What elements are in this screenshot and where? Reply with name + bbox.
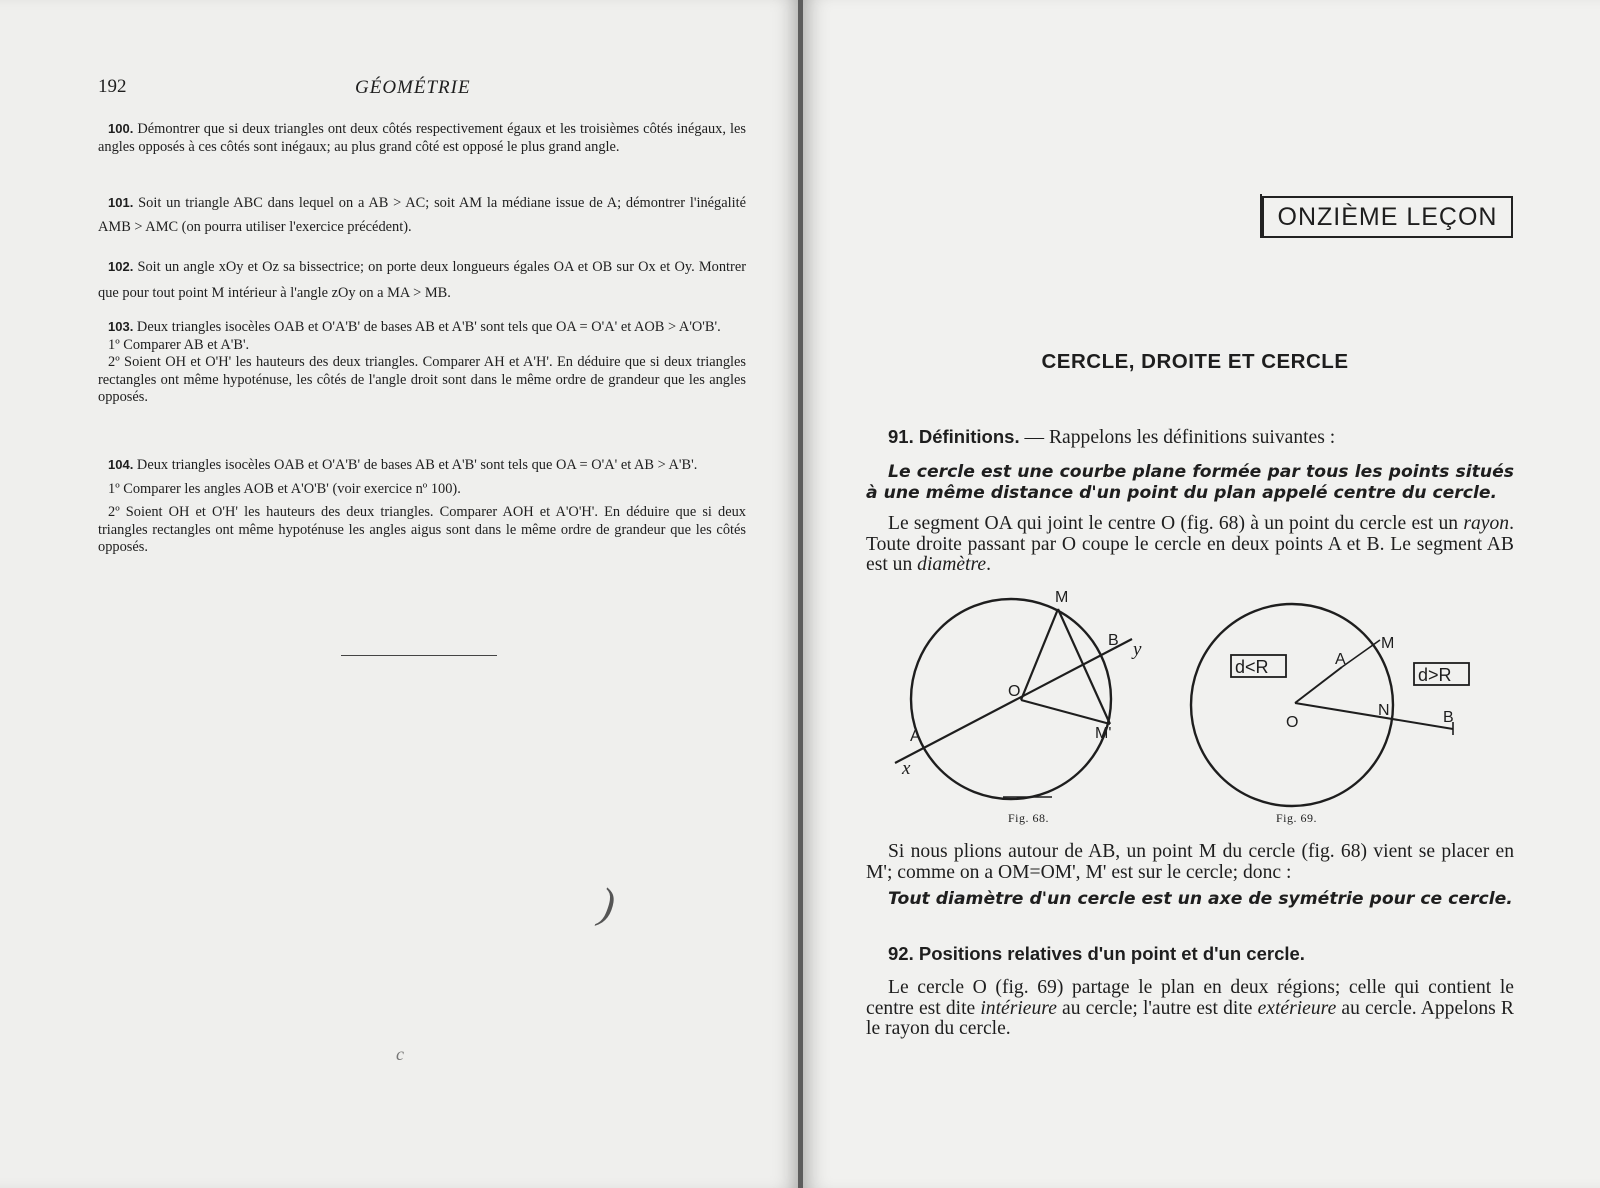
running-head: GÉOMÉTRIE (355, 77, 471, 98)
term-interieure: intérieure (980, 997, 1057, 1019)
fig68-label-o: O (1008, 683, 1021, 700)
exercise-number: 101. (108, 195, 134, 210)
exercise-text: Soit un angle xOy et Oz sa bissectrice; on porte deux longueurs égales OA et OB sur Ox et Oy. Montrer que pour tout point M intérieur à l'angle zOy on a MA > MB. (98, 259, 747, 301)
lesson-label-box (1262, 196, 1513, 238)
term-rayon: rayon (1463, 513, 1510, 534)
exercise-101 (98, 191, 746, 239)
pen-mark: ) (596, 878, 618, 929)
fig68-segment-mm-prime (1058, 609, 1110, 724)
text-run: au cercle; l'autre est dite (1056, 997, 1258, 1019)
page-number: 192 (98, 76, 127, 97)
exercise-number: 100. (108, 121, 134, 136)
exercise-102 (98, 254, 746, 306)
fig69-label-o: O (1286, 714, 1299, 731)
symmetry-text: Tout diamètre d'un cercle est un axe de symétrie pour ce cercle. (888, 889, 1513, 909)
term-diametre: diamètre (917, 554, 987, 575)
exercise-text: Soit un triangle ABC dans lequel on a AB > AC; soit AM la médiane issue de A; démontrer l'inégalité AMB > AMC (on pourra utiliser l'exercice précédent). (98, 195, 746, 235)
heading-label: 91. Définitions. (888, 426, 1020, 447)
section-92-paragraph (866, 978, 1514, 1040)
pen-mark: c (396, 1044, 404, 1064)
fig69-label-b: B (1443, 709, 1454, 726)
fig69-circle (1191, 604, 1393, 806)
exercise-text: Démontrer que si deux triangles ont deux côtés respectivement égaux et les troisièmes côtés inégaux, les angles opposés à ces côtés sont inégaux; au plus grand côté est opposé le plus grand angle. (98, 121, 746, 155)
exercise-item: 2º Soient OH et O'H' les hauteurs des deux triangles. Comparer AH et A'H'. En déduire que si deux triangles rectangles ont même hypoténuse, les côtés de l'angle droit sont dans le même ordre de grandeur que les angles opposés. (98, 354, 746, 406)
fig69-segment-am (1342, 640, 1380, 667)
fig68-label-b: B (1108, 632, 1119, 649)
fig68-caption: Fig. 68. (1008, 811, 1050, 825)
fig68-label-x: x (902, 758, 911, 779)
fig68-label-y: y (1133, 639, 1142, 660)
text-run: . (986, 554, 991, 575)
section-title: CERCLE, DROITE ET CERCLE (1041, 350, 1349, 373)
exercise-number: 104. (108, 457, 134, 472)
text-run: au cercle. Appelons R le rayon du cercle. (866, 997, 1514, 1039)
exercise-item: 1º Comparer les angles AOB et A'O'B' (voir exercice nº 100). (108, 480, 461, 497)
folding-paragraph (866, 842, 1514, 883)
exercise-100 (98, 120, 746, 156)
end-rule (341, 655, 497, 656)
exercise-item: 1º Comparer AB et A'B'. (108, 336, 250, 353)
fig68-label-a: A (910, 728, 921, 745)
fig68-diameter-line (895, 639, 1132, 763)
figure-68 (870, 585, 1160, 805)
heading-tail: — Rappelons les définitions suivantes : (1019, 427, 1336, 448)
term-exterieure: extérieure (1257, 997, 1337, 1019)
text-run: Le segment OA qui joint le centre O (fig. 68) à un point du cercle est un (888, 513, 1464, 534)
fig68-label-m: M (1055, 589, 1069, 606)
figure-69 (1200, 590, 1470, 810)
definition-text: Le cercle est une courbe plane formée par tous les points situés à une même distance d'un point du plan appelé centre du cercle. (866, 462, 1514, 503)
exercise-number: 102. (108, 259, 134, 274)
exercise-intro: Deux triangles isocèles OAB et O'A'B' de bases AB et A'B' sont tels que OA = O'A' et AOB > A'O'B'. (136, 319, 721, 335)
exercise-103 (98, 318, 746, 407)
exercise-number: 103. (108, 319, 134, 334)
fig69-label-m: M (1381, 635, 1395, 652)
fig69-box-outer-label: d>R (1418, 665, 1452, 685)
fig68-label-m-prime: M' (1095, 725, 1112, 742)
text-run: Le cercle O (fig. 69) partage le plan en deux régions; celle qui contient le centre est dite (866, 977, 1514, 1019)
fig69-line-ob (1295, 703, 1453, 729)
fig69-label-n: N (1378, 702, 1390, 719)
fig69-box-inner-label: d<R (1235, 657, 1269, 677)
fig69-segment-oa (1295, 667, 1342, 703)
exercise-104 (98, 456, 746, 557)
fig68-segment-om-prime (1021, 700, 1110, 724)
text-run: . Toute droite passant par O coupe le cercle en deux points A et B. Le segment AB est un (866, 513, 1514, 575)
fig69-label-a: A (1335, 651, 1346, 668)
exercise-item: 2º Soient OH et O'H' les hauteurs des deux triangles. Comparer AOH et A'O'H'. En déduire que si deux triangles rectangles ont même hypoténuse les angles aigus sont dans le même ordre de grandeur que les côtés opposés. (98, 504, 746, 556)
section-91-paragraph (866, 514, 1514, 576)
exercise-intro: Deux triangles isocèles OAB et O'A'B' de bases AB et A'B' sont tels que OA = O'A' et AB > A'B'. (136, 457, 698, 473)
symmetry-statement (866, 889, 1514, 910)
section-91-heading (888, 426, 1335, 449)
circle-definition (866, 462, 1514, 503)
section-92-heading: 92. Positions relatives d'un point et d'un cercle. (888, 943, 1305, 964)
paragraph-text: Si nous plions autour de AB, un point M du cercle (fig. 68) vient se placer en M'; comme on a OM=OM', M' est sur le cercle; donc : (866, 841, 1514, 883)
lesson-label: ONZIÈME LEÇON (1277, 202, 1498, 231)
fig69-caption: Fig. 69. (1276, 811, 1318, 825)
